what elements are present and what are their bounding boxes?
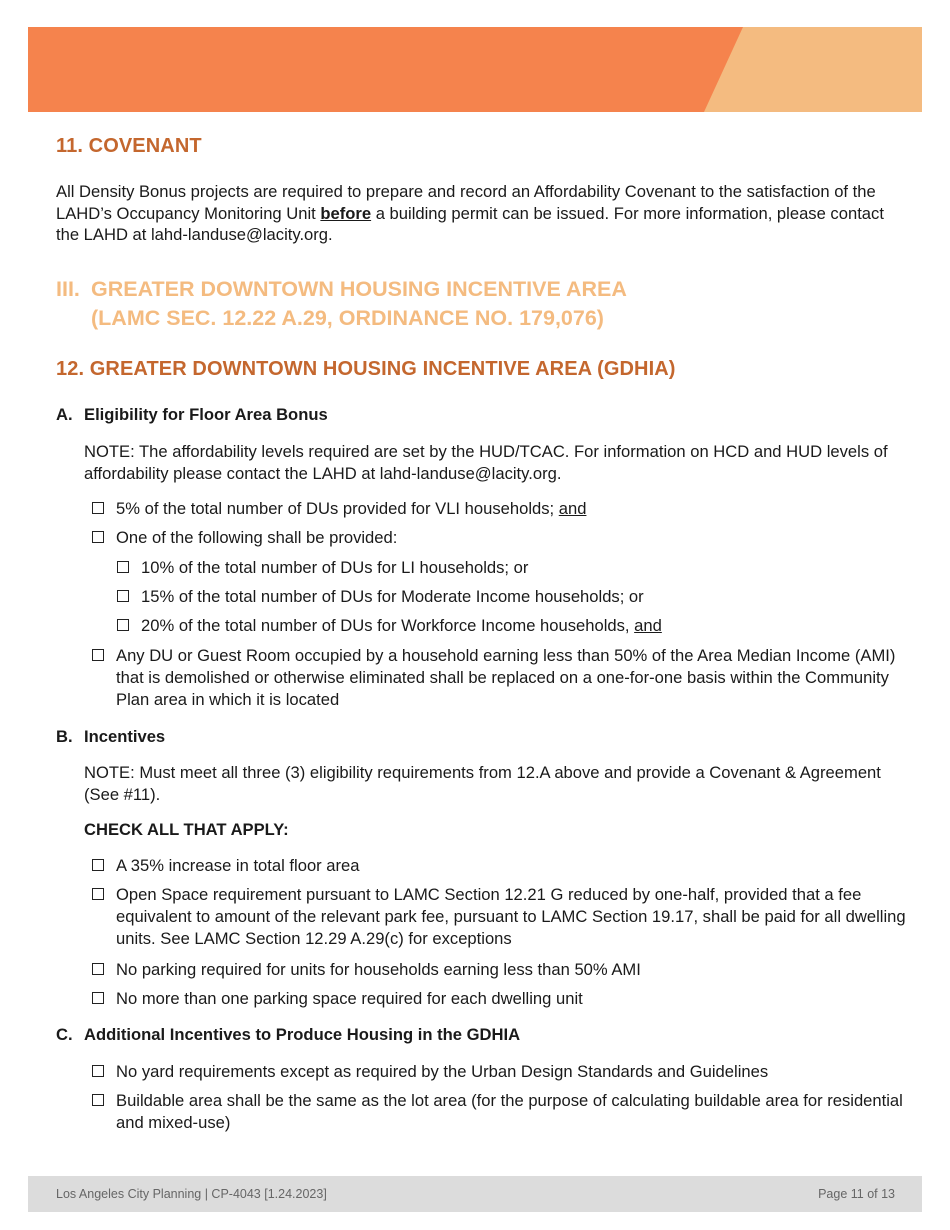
checkbox-item-one-parking[interactable] (92, 988, 906, 1010)
subsection-b-letter: B. (56, 727, 73, 746)
checkbox[interactable] (92, 1094, 104, 1106)
checkbox-label: 5% of the total number of DUs provided for VLI households; (116, 499, 559, 518)
checkbox-label: 10% of the total number of DUs for LI households; or (141, 558, 529, 577)
checkbox-label: Open Space requirement pursuant to LAMC Section 12.21 G reduced by one-half, provided that a fee equivalent to amount of the relevant park fee, pursuant to LAMC Section 19.17, shall be paid for all dwelling units. See LAMC Section 12.29 A.29(c) for exceptions (116, 885, 906, 948)
covenant-text-b: a building permit can be issued. For more information, please contact the LAHD at lahd-landuse@lacity.org. (56, 203, 884, 244)
checkbox[interactable] (92, 502, 104, 514)
checkbox[interactable] (117, 561, 129, 573)
part-3-line1: GREATER DOWNTOWN HOUSING INCENTIVE AREA (91, 277, 627, 301)
subsection-b-heading (56, 727, 165, 747)
footer-page-number: Page 11 of 13 (818, 1187, 895, 1201)
covenant-text-before: before (320, 203, 372, 223)
section-11-text (56, 181, 886, 246)
banner-graphic (28, 27, 922, 112)
subsection-a-heading (56, 405, 328, 425)
subsection-c-heading (56, 1025, 520, 1045)
covenant-text-a: All Density Bonus projects are required to prepare and record an Affordability Covenant to the satisfaction of the LAHD’s Occupancy Monitoring Unit (56, 182, 876, 223)
checkbox-item-floor-area[interactable] (92, 855, 906, 877)
checkbox[interactable] (92, 888, 104, 900)
checkbox-label: No parking required for units for households earning less than 50% AMI (116, 960, 641, 979)
subsection-a-title: Eligibility for Floor Area Bonus (84, 405, 328, 424)
checkbox-item-one-of-following[interactable] (92, 527, 906, 549)
checkbox-label: Any DU or Guest Room occupied by a household earning less than 50% of the Area Median Income (AMI) that is demolished or otherwise eliminated shall be replaced on a one-for-one basis within the Community Plan area in which it is located (116, 646, 896, 709)
checkbox[interactable] (92, 859, 104, 871)
subsection-a-note: NOTE: The affordability levels required are set by the HUD/TCAC. For information on HCD and HUD levels of affordability please contact the LAHD at lahd-landuse@lacity.org. (84, 442, 888, 483)
checkbox[interactable] (117, 619, 129, 631)
checkbox-label: One of the following shall be provided: (116, 528, 398, 547)
checkbox-item-open-space[interactable] (92, 884, 906, 950)
checkbox-item-no-parking[interactable] (92, 959, 906, 981)
subsection-c-letter: C. (56, 1025, 73, 1044)
section-11-title: 11. COVENANT (56, 135, 202, 157)
checkbox-label: 20% of the total number of DUs for Workforce Income households, (141, 616, 635, 635)
part-3-line2: (LAMC SEC. 12.22 A.29, ORDINANCE NO. 179,076) (91, 306, 604, 330)
subsection-a-letter: A. (56, 405, 73, 424)
checkbox-item-workforce[interactable] (117, 615, 911, 637)
checkbox[interactable] (92, 649, 104, 661)
checkbox-item-li[interactable] (117, 557, 911, 579)
subsection-b-title: Incentives (84, 727, 166, 746)
checkbox-label-and: and (558, 499, 587, 518)
footer-document-id: Los Angeles City Planning | CP-4043 [1.24.2023] (56, 1187, 327, 1201)
checkbox[interactable] (117, 590, 129, 602)
check-all-label: CHECK ALL THAT APPLY: (84, 820, 289, 839)
checkbox-label-and: and (634, 616, 662, 635)
checkbox[interactable] (92, 992, 104, 1004)
checkbox-item-vli[interactable] (92, 498, 906, 520)
checkbox[interactable] (92, 963, 104, 975)
checkbox-item-no-yard[interactable] (92, 1061, 906, 1083)
checkbox[interactable] (92, 531, 104, 543)
page-footer (28, 1176, 922, 1212)
checkbox[interactable] (92, 1065, 104, 1077)
part-3-number: III. (56, 277, 80, 301)
checkbox-label: No more than one parking space required for each dwelling unit (116, 989, 583, 1008)
section-12-title: 12. GREATER DOWNTOWN HOUSING INCENTIVE AREA (GDHIA) (56, 358, 676, 380)
checkbox-item-buildable-area[interactable] (92, 1090, 906, 1134)
checkbox-label: Buildable area shall be the same as the lot area (for the purpose of calculating buildable area for residential and mixed-use) (116, 1091, 903, 1132)
subsection-b-note: NOTE: Must meet all three (3) eligibility requirements from 12.A above and provide a Covenant & Agreement (See #11). (84, 763, 881, 804)
checkbox-label: No yard requirements except as required by the Urban Design Standards and Guidelines (116, 1062, 769, 1081)
part-3-heading (56, 275, 627, 333)
header-banner (28, 27, 922, 112)
checkbox-label: 15% of the total number of DUs for Moderate Income households; or (141, 587, 644, 606)
checkbox-label: A 35% increase in total floor area (116, 856, 360, 875)
checkbox-item-replacement[interactable] (92, 645, 906, 711)
checkbox-item-moderate[interactable] (117, 586, 911, 608)
subsection-c-title: Additional Incentives to Produce Housing in the GDHIA (84, 1025, 521, 1044)
